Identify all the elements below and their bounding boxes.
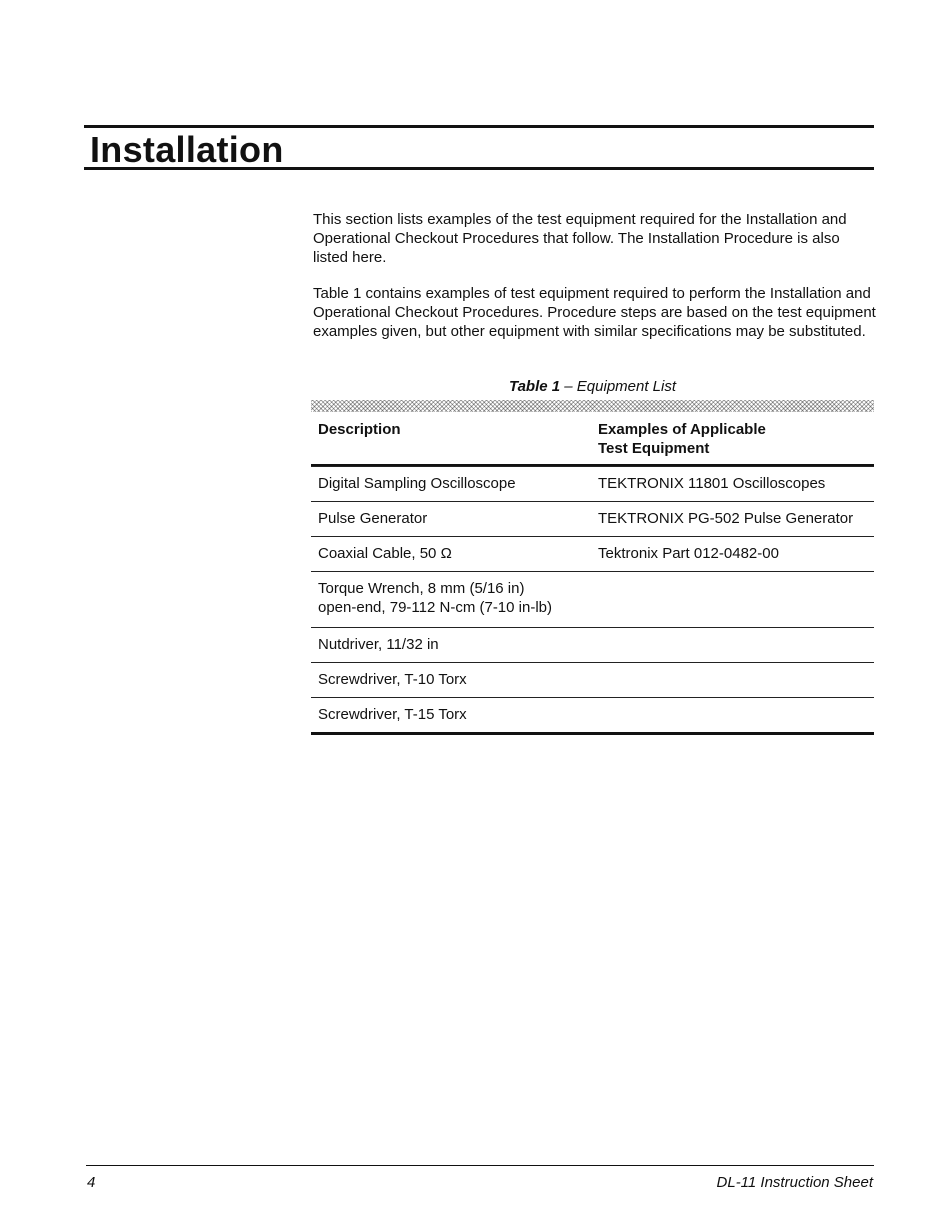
table-intro-paragraph: Table 1 contains examples of test equipment required to perform the Installation and Operational Checkout Procedures. Procedure steps are based on the test equipment examples given, but other equipment with similar specifications may be substituted. [313,285,876,341]
table-row [311,697,874,732]
row-example [591,579,874,627]
document-title: DL-11 Instruction Sheet [716,1174,873,1191]
table-row [311,466,874,501]
row-description: Pulse Generator [318,510,428,527]
row-example [591,635,874,662]
equipment-table [311,412,874,735]
row-example: TEKTRONIX PG-502 Pulse Generator [598,510,854,527]
row-description: Digital Sampling Oscilloscope [318,475,516,492]
table-row [311,501,874,536]
section-header [84,125,874,170]
row-description-line-1: Torque Wrench, 8 mm (5/16 in) [318,580,525,597]
intro-paragraph: This section lists examples of the test equipment required for the Installation and Operational Checkout Procedures that follow. The Installation Procedure is also listed here. [313,211,847,267]
table-shaded-bar [311,400,874,412]
table-caption-label: Table 1 [508,378,561,395]
table-caption-dash: – [560,378,577,395]
section-title: Installation [90,129,284,170]
row-description: Screwdriver, T-15 Torx [318,706,467,723]
table-row [311,627,874,662]
footer-rule [86,1165,874,1166]
row-example [591,705,874,732]
table-caption-title: Equipment List [576,378,677,395]
table-header-row [311,412,874,466]
row-description: Coaxial Cable, 50 Ω [318,545,452,562]
table-row [311,662,874,697]
header-description: Description [318,421,401,438]
row-description-line-2: open-end, 79-112 N-cm (7-10 in-lb) [318,599,553,617]
row-example: TEKTRONIX 11801 Oscilloscopes [598,475,826,492]
table-caption [311,378,874,396]
header-examples [591,420,874,464]
row-description: Screwdriver, T-10 Torx [318,671,467,688]
table-row [311,536,874,571]
row-example [591,670,874,697]
page-number: 4 [87,1174,96,1191]
table-row [311,571,874,627]
row-description: Nutdriver, 11/32 in [318,636,439,653]
header-examples-line-2: Test Equipment [598,440,710,458]
header-examples-line-1: Examples of Applicable [598,421,766,438]
row-description [311,579,591,627]
row-example: Tektronix Part 012-0482-00 [598,545,779,562]
